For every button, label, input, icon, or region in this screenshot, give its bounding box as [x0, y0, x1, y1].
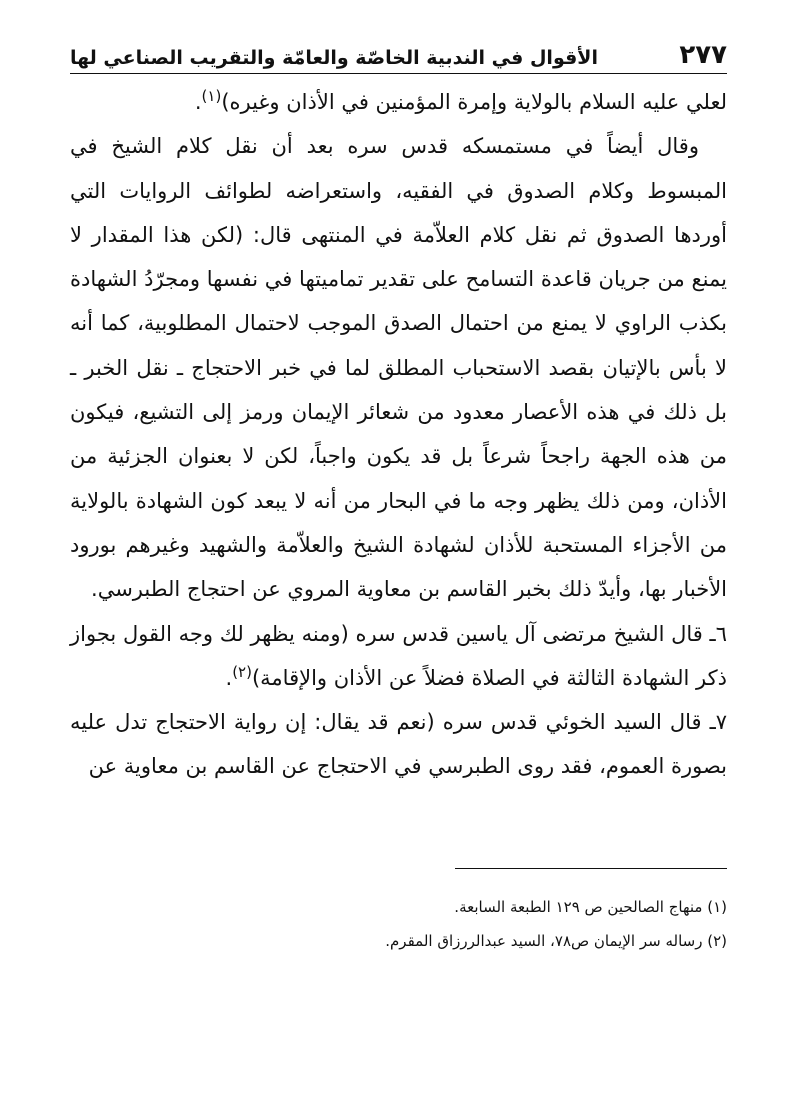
- footnote-2: (٢) رساله سر الإيمان ص٧٨، السيد عبدالررزاق المقرم.: [385, 932, 727, 950]
- paragraph-3: [70, 612, 727, 701]
- page-number: ٢٧٧: [679, 40, 727, 71]
- paragraph-3-text: ٦ـ قال الشيخ مرتضى آل ياسين قدس سره (ومنه يظهر لك وجه القول بجواز ذكر الشهادة الثالثة في الصلاة فضلاً عن الأذان والإقامة): [70, 621, 727, 690]
- main-text: [70, 80, 727, 789]
- paragraph-1: [70, 80, 727, 124]
- page-header: [70, 28, 727, 70]
- paragraph-1-text: لعلي عليه السلام بالولاية وإمرة المؤمنين في الأذان وغيره): [221, 90, 727, 114]
- paragraph-4: ٧ـ قال السيد الخوئي قدس سره (نعم قد يقال: إن رواية الاحتجاج تدل عليه بصورة العموم، فقد روى الطبرسي في الاحتجاج عن القاسم بن معاوية عن: [70, 710, 727, 779]
- footnote-1: (١) منهاج الصالحين ص ١٢٩ الطبعة السابعة.: [454, 898, 727, 916]
- header-divider: [70, 73, 727, 74]
- paragraph-1-end: .: [194, 90, 202, 114]
- footnote-divider: [455, 868, 727, 869]
- footnotes: [70, 890, 727, 958]
- paragraph-2: وقال أيضاً في مستمسكه قدس سره بعد أن نقل كلام الشيخ في المبسوط وكلام الصدوق في الفقيه، واستعراضه لطوائف الروايات التي أوردها الصدوق ثم نقل كلام العلاّمة في المنتهى قال: (لكن هذا المقدار لا يمنع من جريان قاعدة التسامح على تقدير تماميتها في نفسها ومجرّدُ الشهادة بكذب الراوي لا يمنع من احتمال الصدق الموجب لاحتمال المطلوبية، كما أنه لا بأس بالإتيان بقصد الاستحباب المطلق لما في خبر الاحتجاج ـ نقل الخبر ـ بل ذلك في هذه الأعصار معدود من شعائر الإيمان ورمز إلى التشيع، فيكون من هذه الجهة راجحاً شرعاً بل قد يكون واجباً، لكن لا بعنوان الجزئية من الأذان، ومن ذلك يظهر وجه ما في البحار من أنه لا يبعد كون الشهادة بالولاية من الأجزاء المستحبة للأذان لشهادة الشيخ والعلاّمة والشهيد وغيرهم بورود الأخبار بها، وأيدّ ذلك بخبر القاسم بن معاوية المروي عن احتجاج الطبرسي.: [70, 134, 727, 602]
- footnote-ref-2: (٢): [232, 662, 252, 681]
- paragraph-3-end: .: [225, 665, 233, 690]
- running-title: الأقوال في الندبية الخاصّة والعامّة والتقريب الصناعي لها: [70, 47, 598, 70]
- footnote-ref-1: (١): [201, 87, 222, 105]
